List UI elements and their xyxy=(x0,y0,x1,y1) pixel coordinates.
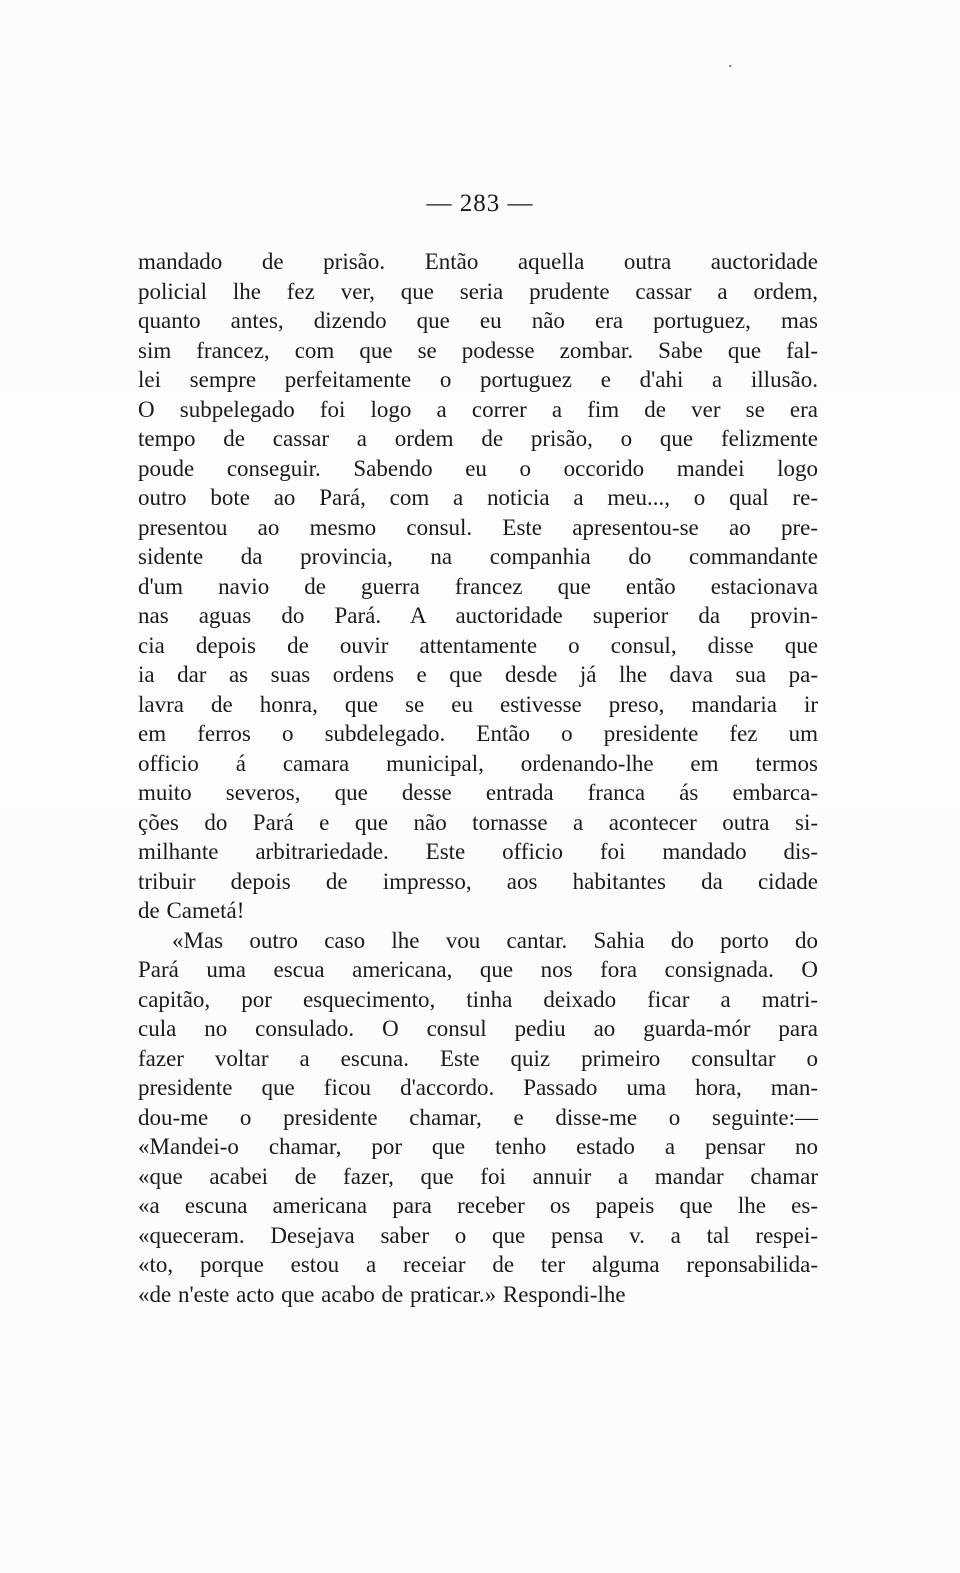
text-line: ções do Pará e que não tornasse a acontecer outra si- xyxy=(138,809,818,835)
text-line: cia depois de ouvir attentamente o consul, disse que xyxy=(138,632,818,658)
paragraph xyxy=(138,247,818,926)
text-line: lavra de honra, que se eu estivesse preso, mandaria ir xyxy=(138,691,818,717)
text-line: dou-me o presidente chamar, e disse-me o seguinte:— xyxy=(138,1104,818,1130)
text-line: «a escuna americana para receber os papeis que lhe es- xyxy=(138,1193,818,1218)
text-line: de Cametá! xyxy=(138,898,245,923)
text-line: fazer voltar a escuna. Este quiz primeiro consultar o xyxy=(138,1045,818,1071)
text-line: nas aguas do Pará. A auctoridade superior da provin- xyxy=(138,603,818,628)
text-line: muito severos, que desse entrada franca ás embarca- xyxy=(138,780,818,805)
text-line: presentou ao mesmo consul. Este apresentou-se ao pre- xyxy=(138,514,818,540)
text-line: «que acabei de fazer, que foi annuir a mandar chamar xyxy=(138,1163,818,1189)
text-line: tribuir depois de impresso, aos habitantes da cidade xyxy=(138,868,818,894)
text-line: sidente da provincia, na companhia do commandante xyxy=(138,544,818,569)
text-line: «Mandei-o chamar, por que tenho estado a pensar no xyxy=(138,1134,818,1159)
text-line: capitão, por esquecimento, tinha deixado ficar a matri- xyxy=(138,986,818,1012)
text-line: «to, porque estou a receiar de ter alguma reponsabilida- xyxy=(138,1252,818,1277)
text-line: ia dar as suas ordens e que desde já lhe dava sua pa- xyxy=(138,662,818,687)
text-line: lei sempre perfeitamente o portuguez e d'ahi a illusão. xyxy=(138,367,818,392)
text-line: outro bote ao Pará, com a noticia a meu..., o qual re- xyxy=(138,485,818,510)
text-line: poude conseguir. Sabendo eu o occorido mandei logo xyxy=(138,455,818,481)
text-line: presidente que ficou d'accordo. Passado uma hora, man- xyxy=(138,1075,818,1100)
text-line: cula no consulado. O consul pediu ao guarda-mór para xyxy=(138,1016,818,1041)
text-line: «de n'este acto que acabo de praticar.» Respondi-lhe xyxy=(138,1281,626,1307)
paragraph xyxy=(138,926,818,1310)
text-line: policial lhe fez ver, que seria prudente cassar a ordem, xyxy=(138,278,818,304)
text-line: «queceram. Desejava saber o que pensa v. a tal respei- xyxy=(138,1222,818,1248)
text-line: officio á camara municipal, ordenando-lhe em termos xyxy=(138,750,818,776)
text-line: sim francez, com que se podesse zombar. Sabe que fal- xyxy=(138,337,818,363)
text-line: tempo de cassar a ordem de prisão, o que felizmente xyxy=(138,426,818,451)
text-line: O subpelegado foi logo a correr a fim de ver se era xyxy=(138,396,818,422)
text-block xyxy=(138,247,818,1309)
text-line: Pará uma escua americana, que nos fora consignada. O xyxy=(138,957,818,982)
page-number: — 283 — xyxy=(426,190,534,217)
text-line: d'um navio de guerra francez que então estacionava xyxy=(138,573,818,599)
text-line: quanto antes, dizendo que eu não era portuguez, mas xyxy=(138,308,818,333)
stray-ink-mark: . xyxy=(728,51,733,71)
text-line: mandado de prisão. Então aquella outra auctoridade xyxy=(138,249,818,274)
text-line: «Mas outro caso lhe vou cantar. Sahia do porto do xyxy=(172,927,818,953)
text-line: em ferros o subdelegado. Então o presidente fez um xyxy=(138,721,818,746)
text-line: milhante arbitrariedade. Este officio foi mandado dis- xyxy=(138,839,818,864)
